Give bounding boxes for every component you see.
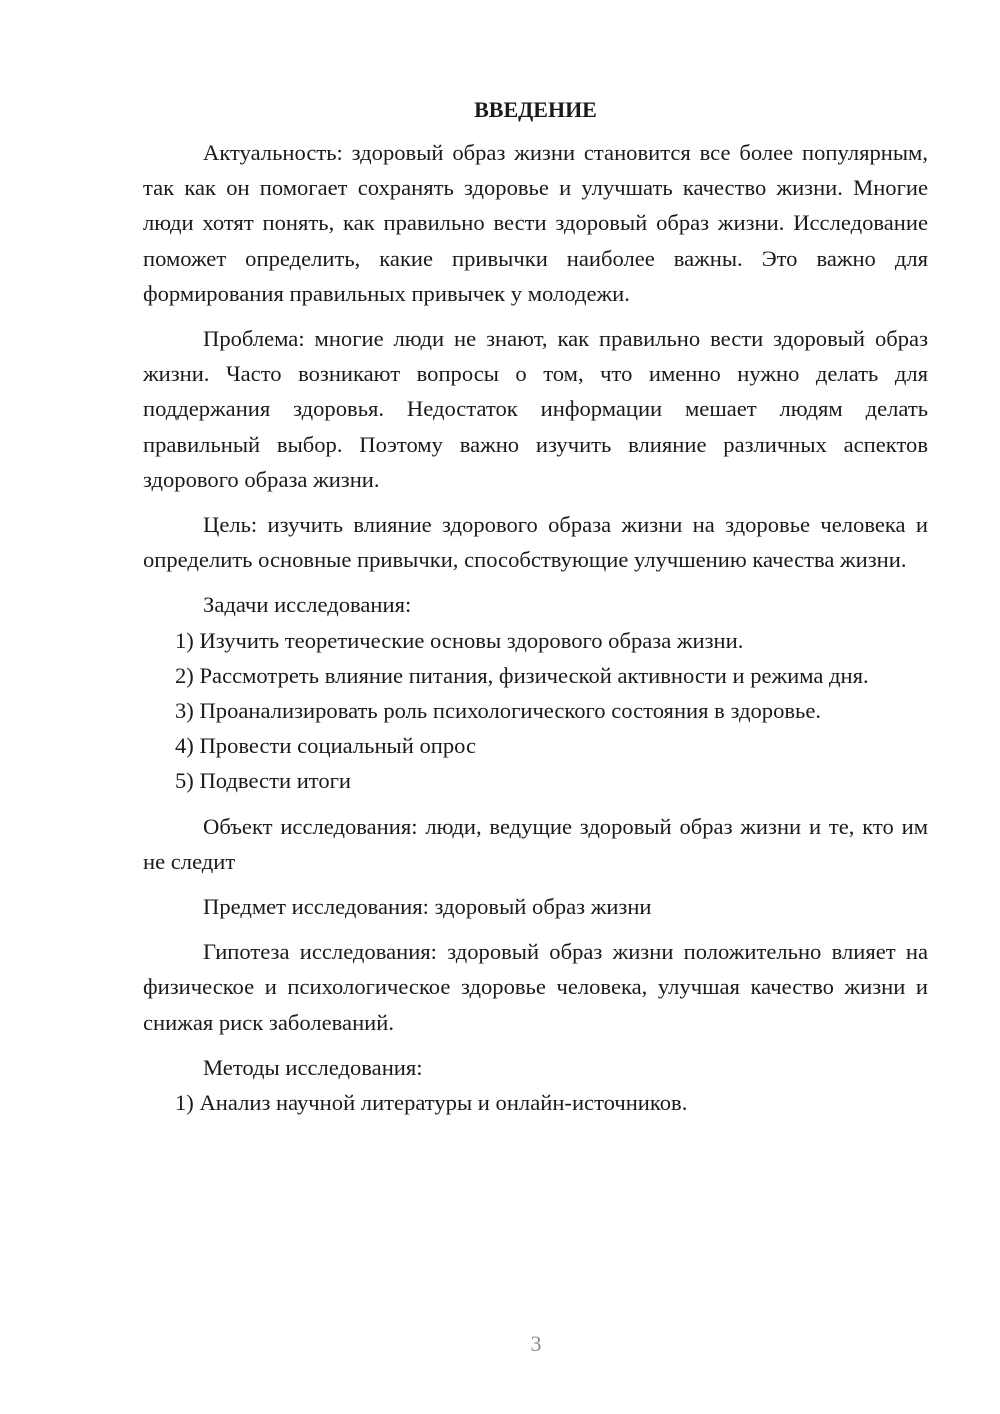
relevance-paragraph: Актуальность: здоровый образ жизни становится все более популярным, так как он помогает сохранять здоровье и улучшать качество жизни. Многие люди хотят понять, как правильно вести здоровый образ жизни. Исследование поможет определить, какие привычки наиболее важны. Это важно для формирования правильных привычек у молодежи.	[143, 140, 928, 306]
hypothesis-paragraph: Гипотеза исследования: здоровый образ жизни положительно влияет на физическое и психологическое здоровье человека, улучшая качество жизни и снижая риск заболеваний.	[143, 939, 928, 1035]
object-paragraph: Объект исследования: люди, ведущие здоровый образ жизни и те, кто им не следит	[143, 813, 928, 874]
tasks-list	[143, 623, 928, 799]
list-item: 2) Рассмотреть влияние питания, физической активности и режима дня.	[175, 662, 869, 688]
goal-paragraph: Цель: изучить влияние здорового образа жизни на здоровье человека и определить основные привычки, способствующие улучшению качества жизни.	[143, 512, 928, 573]
list-item: 5) Подвести итоги	[175, 768, 352, 794]
list-item: 4) Провести социальный опрос	[175, 733, 477, 759]
list-item: 1) Изучить теоретические основы здорового образа жизни.	[175, 627, 744, 653]
list-item: 3) Проанализировать роль психологического состояния в здоровье.	[175, 698, 822, 724]
methods-list	[143, 1085, 928, 1120]
tasks-heading: Задачи исследования:	[203, 592, 412, 618]
subject-paragraph: Предмет исследования: здоровый образ жизни	[203, 894, 652, 920]
page-number: 3	[530, 1331, 542, 1356]
page-content	[143, 92, 928, 1120]
problem-paragraph: Проблема: многие люди не знают, как правильно вести здоровый образ жизни. Часто возникают вопросы о том, что именно нужно делать для поддержания здоровья. Недостаток информации мешает людям делать правильный выбор. Поэтому важно изучить влияние различных аспектов здорового образа жизни.	[143, 326, 928, 492]
methods-heading: Методы исследования:	[203, 1054, 423, 1080]
page-title: ВВЕДЕНИЕ	[474, 97, 597, 122]
list-item: 1) Анализ научной литературы и онлайн-источников.	[175, 1090, 688, 1116]
